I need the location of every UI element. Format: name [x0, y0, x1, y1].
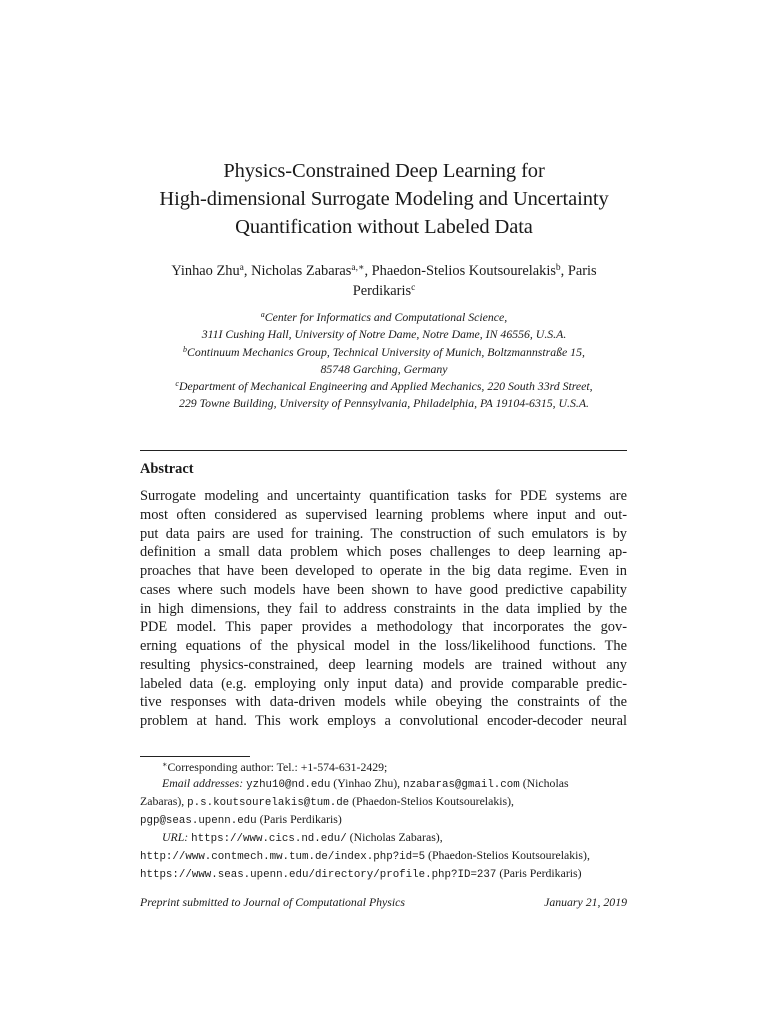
abstract-line: cases where such models have been shown to have good predictive capability: [140, 581, 627, 598]
footnote-urls-cont: [140, 865, 630, 883]
footnote-divider: [140, 756, 250, 757]
footnote-text: Corresponding author: Tel.: +1-574-631-2429;: [167, 760, 388, 774]
title-line: Physics-Constrained Deep Learning for: [223, 160, 545, 182]
title-line: High-dimensional Surrogate Modeling and Uncertainty: [159, 188, 609, 210]
email-link[interactable]: p.s.koutsourelakis@tum.de: [187, 797, 350, 809]
url-link[interactable]: https://www.cics.nd.edu/: [191, 833, 347, 845]
footnote-urls-cont: [140, 847, 630, 865]
affiliation-line: 229 Towne Building, University of Pennsylvania, Philadelphia, PA 19104-6315, U.S.A.: [178, 396, 590, 411]
footnote-corresponding: [140, 759, 630, 775]
author-affil-mark: c: [411, 283, 416, 293]
abstract-line: erning equations of the physical model in the loss/likelihood functions. The: [140, 638, 627, 654]
author-list: Yinhao Zhu$^a$, Nicholas Zabaras$^{a,∗}$, Phaedon-Stelios Koutsourelakis$^b$, Paris Perdikaris$^c$: [171, 263, 597, 299]
abstract-divider: [140, 450, 627, 451]
abstract-line: PDE model. This paper provides a methodology that incorporates the gov-: [140, 619, 627, 636]
email-link[interactable]: yzhu10@nd.edu: [246, 779, 331, 791]
url-owner: (Nicholas Zabaras),: [349, 830, 443, 844]
abstract-line: resulting physics-constrained, deep learning models are trained without any: [140, 656, 627, 673]
author-affil-mark: b: [555, 263, 561, 273]
abstract-body: [140, 487, 627, 731]
url-link[interactable]: https://www.seas.upenn.edu/directory/profile.php?ID=237: [140, 869, 497, 881]
author-name: Nicholas Zabaras: [251, 263, 352, 279]
footnote-emails: [140, 775, 630, 793]
email-link[interactable]: pgp@seas.upenn.edu: [140, 815, 257, 827]
title-line: Quantification without Labeled Data: [235, 216, 533, 238]
preprint-date: January 21, 2019: [544, 895, 627, 909]
author-name: Perdikaris: [352, 283, 412, 299]
email-owner: Zabaras),: [140, 794, 185, 808]
footnote-emails-cont: [140, 793, 630, 811]
email-link[interactable]: nzabaras@gmail.com: [403, 779, 520, 791]
abstract-line: Surrogate modeling and uncertainty quantification tasks for PDE systems are: [140, 488, 627, 504]
abstract-line: tive responses with data-driven models while obeying the constraints of the: [140, 694, 627, 711]
author-affil-mark: a,∗: [351, 263, 365, 273]
affiliation-line: 85748 Garching, Germany: [320, 361, 448, 376]
affiliation-mark: a: [260, 310, 265, 319]
affiliation-line: [120, 378, 648, 395]
affiliation-text: Department of Mechanical Engineering and Applied Mechanics, 220 South 33rd Street,: [178, 379, 593, 394]
email-owner: (Yinhao Zhu),: [333, 776, 401, 790]
abstract-line: labeled data (e.g. employing only input data) and provide comparable predic-: [140, 675, 627, 692]
abstract-line: most often considered as supervised learning problems where input and out-: [140, 506, 627, 523]
footnote-urls: [140, 829, 630, 847]
email-owner: (Paris Perdikaris): [259, 812, 342, 826]
affiliation-text: Continuum Mechanics Group, Technical University of Munich, Boltzmannstraße 15,: [187, 344, 585, 359]
affiliation-line: [120, 309, 648, 326]
url-label: URL:: [162, 830, 189, 844]
abstract-line: put data pairs are used for training. The construction of such emulators is by: [140, 525, 627, 542]
abstract-line: problem at hand. This work employs a convolutional encoder-decoder neural: [140, 713, 627, 729]
email-label: Email addresses:: [162, 776, 244, 790]
affiliation-mark: c: [175, 379, 179, 389]
author-affil-mark: a: [239, 263, 244, 273]
abstract-line: definition a small data problem which poses challenges to deep learning ap-: [140, 544, 627, 561]
affiliation-line: 311I Cushing Hall, University of Notre Dame, Notre Dame, IN 46556, U.S.A.: [201, 327, 567, 342]
url-owner: (Phaedon-Stelios Koutsourelakis),: [428, 848, 590, 862]
footnotes: [140, 759, 630, 883]
paper-title: [100, 157, 668, 241]
author-name: Paris: [567, 263, 597, 279]
abstract-line: proaches that have been developed to operate in the big data regime. Even in: [140, 563, 627, 579]
url-owner: (Paris Perdikaris): [499, 866, 582, 880]
page-footer: [140, 895, 627, 910]
affiliation-text: Center for Informatics and Computational Science,: [264, 310, 508, 324]
affiliation-mark: b: [183, 344, 188, 354]
affiliations: [120, 309, 648, 413]
footnote-mark: ∗: [162, 760, 168, 769]
abstract-heading: Abstract: [140, 461, 194, 477]
author-name: Yinhao Zhu: [171, 263, 240, 279]
footnote-emails-cont: [140, 811, 630, 829]
email-owner: (Phaedon-Stelios Koutsourelakis),: [352, 794, 514, 808]
url-link[interactable]: http://www.contmech.mw.tum.de/index.php?id=5: [140, 851, 426, 863]
preprint-note: Preprint submitted to Journal of Computational Physics: [140, 895, 405, 909]
author-name: Phaedon-Stelios Koutsourelakis: [371, 263, 556, 279]
abstract-line: in high dimensions, they fail to address constraints in the data implied by the: [140, 600, 627, 617]
email-owner: (Nicholas: [522, 776, 569, 790]
affiliation-line: [120, 344, 648, 361]
